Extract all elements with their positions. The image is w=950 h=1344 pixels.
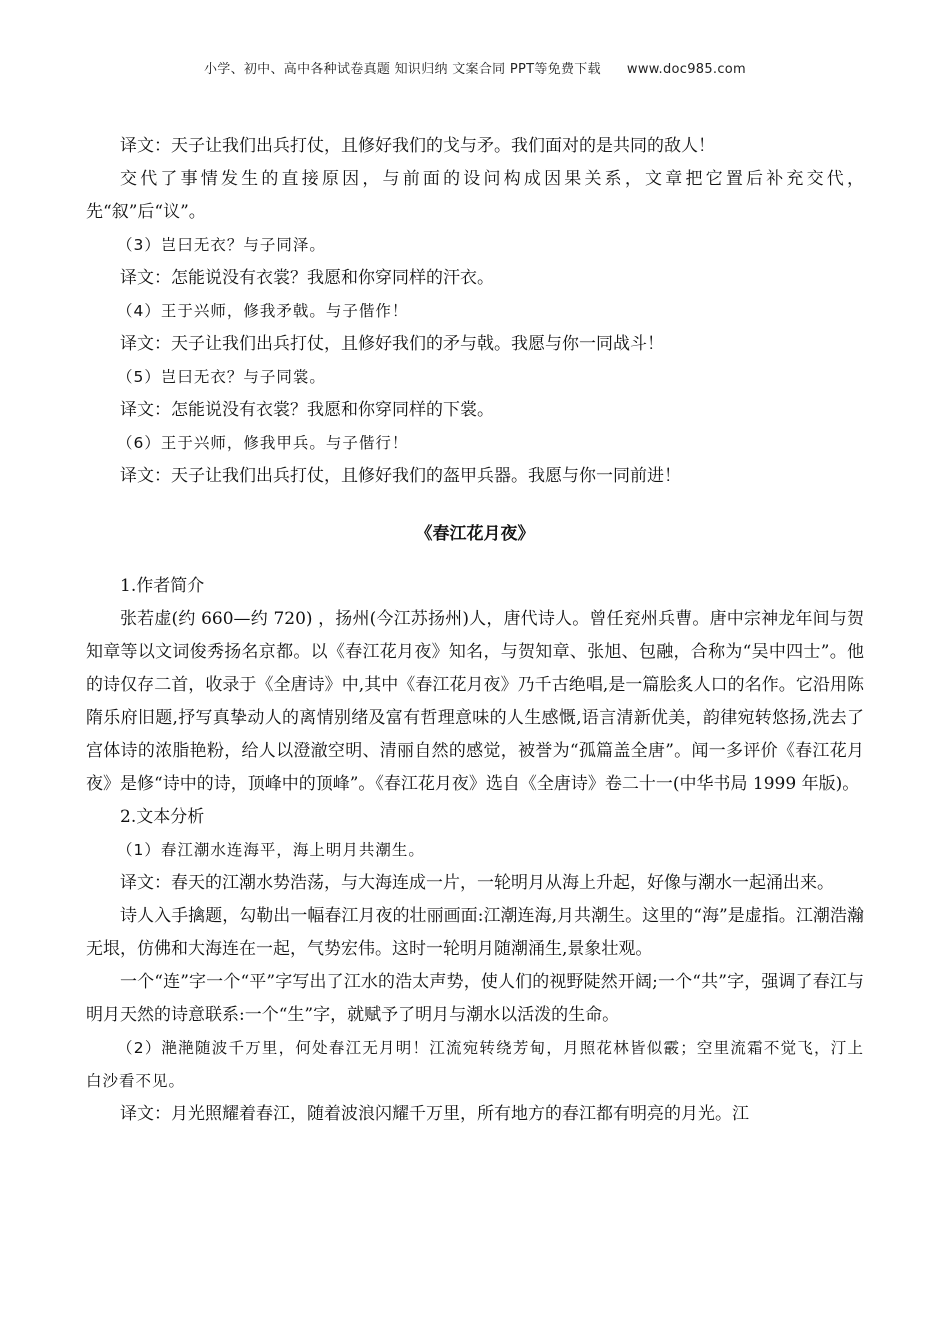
translation-paragraph: 译文：月光照耀着春江，随着波浪闪耀千万里，所有地方的春江都有明亮的月光。江: [120, 1104, 749, 1124]
section-title: 《春江花月夜》: [415, 524, 535, 544]
header-site-link[interactable]: www.doc985.com: [626, 62, 747, 77]
analysis-paragraph: 张若虚(约 660—约 720) ，扬州(今江苏扬州)人，唐代诗人。曾任兖州兵曹。唐中宗神龙年间与贺知章等以文词俊秀扬名京都。以《春江花月夜》知名，与贺知章、张旭、包融，合称为“吴中四士”。他的诗仅存二首，收录于《全唐诗》中,其中《春江花月夜》乃千古绝唱,是一篇脍炙人口的名作。它沿用陈隋乐府旧题,抒写真挚动人的离情别绪及富有哲理意味的人生感慨,语言清新优美，韵律宛转悠扬,洗去了宫体诗的浓脂艳粉，给人以澄澈空明、清丽自然的感觉，被誉为“孤篇盖全唐”。闻一多评价《春江花月夜》是修“诗中的诗，顶峰中的顶峰”。《春江花月夜》选自《全唐诗》卷二十一(中华书局 1999 年版)。: [86, 609, 864, 794]
subsection-heading: 1.作者简介: [120, 576, 205, 596]
translation-paragraph: 译文：天子让我们出兵打仗，且修好我们的矛与戟。我愿与你一同战斗！: [120, 334, 664, 354]
analysis-paragraph: 一个“连”字一个“平”字写出了江水的浩太声势，使人们的视野陡然开阔;一个“共”字，强调了春江与明月天然的诗意联系:一个“生”字，就赋予了明月与潮水以活泼的生命。: [86, 972, 864, 1025]
verse-line: （3）岂曰无衣？与子同泽。: [117, 236, 326, 254]
translation-paragraph: 译文：怎能说没有衣裳？我愿和你穿同样的下裳。: [120, 400, 494, 420]
subsection-heading: 2.文本分析: [120, 807, 205, 827]
document-body: [86, 130, 864, 1131]
verse-line: （1）春江潮水连海平，海上明月共潮生。: [117, 841, 425, 859]
translation-paragraph: 译文：天子让我们出兵打仗，且修好我们的盔甲兵器。我愿与你一同前进！: [120, 466, 681, 486]
verse-line: （4）王于兴师，修我矛戟。与子偕作！: [117, 302, 409, 320]
verse-line: （2）滟滟随波千万里，何处春江无月明！江流宛转绕芳甸，月照花林皆似霰；空里流霜不觉飞，汀上白沙看不见。: [86, 1039, 864, 1090]
header-text: 小学、初中、高中各种试卷真题 知识归纳 文案合同 PPT等免费下载: [203, 62, 601, 77]
verse-line: （5）岂曰无衣？与子同裳。: [117, 368, 326, 386]
analysis-paragraph: 交代了事情发生的直接原因，与前面的设问构成因果关系，文章把它置后补充交代，先“叙”后“议”。: [86, 169, 864, 222]
translation-paragraph: 译文：怎能说没有衣裳？我愿和你穿同样的汗衣。: [120, 268, 494, 288]
translation-paragraph: 译文：春天的江潮水势浩荡，与大海连成一片，一轮明月从海上升起，好像与潮水一起涌出来。: [120, 873, 834, 893]
top-section: [86, 130, 864, 493]
page-header: [0, 58, 950, 77]
analysis-paragraph: 诗人入手擒题，勾勒出一幅春江月夜的壮丽画面:江潮连海,月共潮生。这里的“海”是虚指。江潮浩瀚无垠，仿佛和大海连在一起，气势宏伟。这时一轮明月随潮涌生,景象壮观。: [86, 906, 864, 959]
bottom-section: [86, 570, 864, 1131]
translation-paragraph: 译文：天子让我们出兵打仗，且修好我们的戈与矛。我们面对的是共同的敌人！: [120, 136, 715, 156]
verse-line: （6）王于兴师，修我甲兵。与子偕行！: [117, 434, 409, 452]
